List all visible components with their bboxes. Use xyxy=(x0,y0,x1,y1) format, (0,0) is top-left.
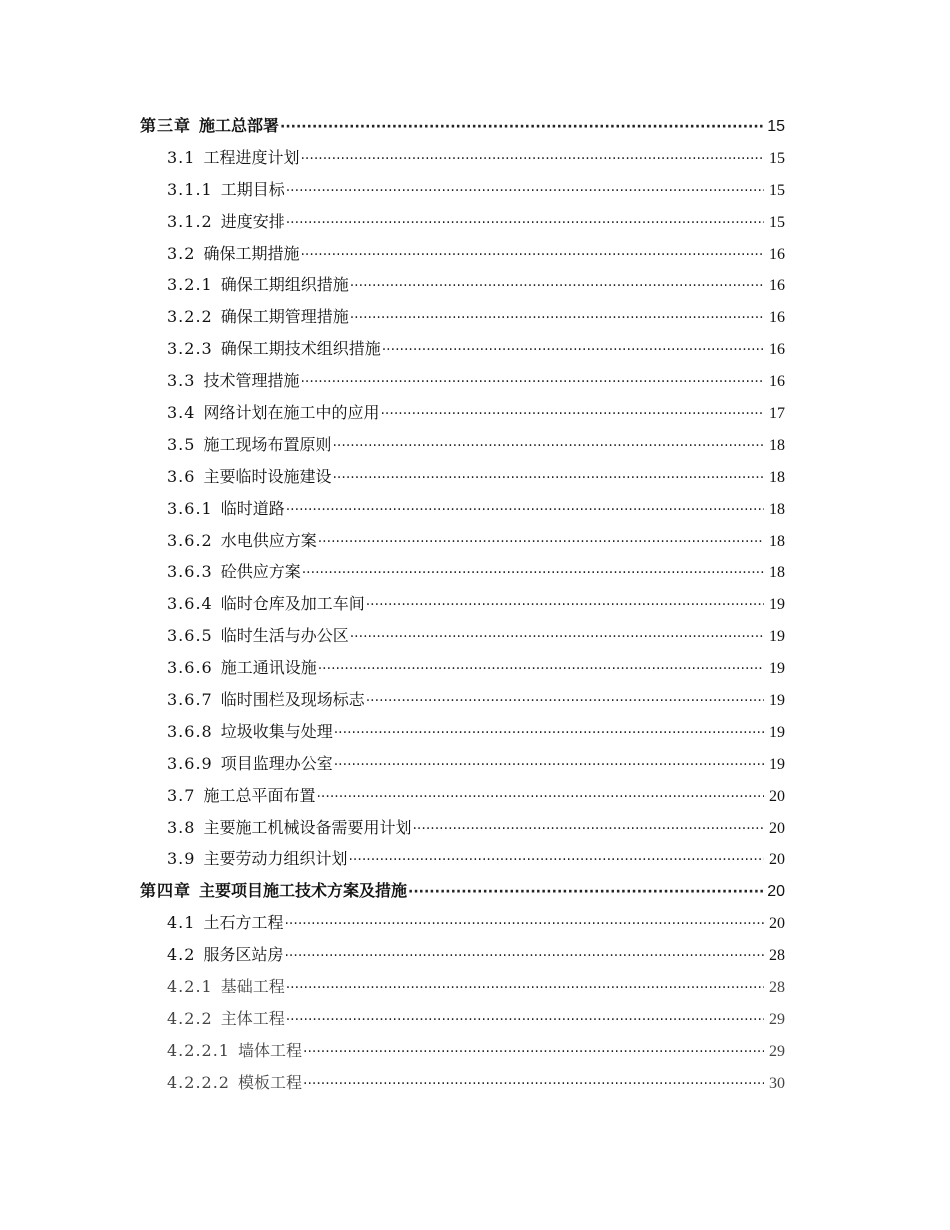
toc-entry-title: 主要劳动力组织计划 xyxy=(203,849,348,869)
toc-entry-number: 4.2 xyxy=(167,945,196,965)
toc-entry-number: 3.1.1 xyxy=(167,179,213,199)
toc-dot-leader xyxy=(286,176,764,208)
toc-page-number: 16 xyxy=(769,309,785,327)
toc-entry-title: 工期目标 xyxy=(220,179,285,199)
toc-page-number: 15 xyxy=(769,181,785,199)
toc-entry-title: 施工总平面布置 xyxy=(203,785,316,805)
toc-entry-title: 主体工程 xyxy=(220,1008,285,1028)
toc-entry-number: 4.1 xyxy=(167,913,196,933)
toc-entry[interactable] xyxy=(140,1003,785,1035)
toc-page-number: 20 xyxy=(769,915,785,933)
toc-entry-title: 进度安排 xyxy=(220,211,285,231)
table-of-contents xyxy=(140,110,785,1099)
toc-page-number: 18 xyxy=(769,500,785,518)
toc-page-number: 19 xyxy=(769,628,785,646)
toc-entry-number: 3.6.9 xyxy=(167,753,213,773)
toc-entry[interactable] xyxy=(140,907,785,939)
toc-dot-leader xyxy=(318,527,764,559)
toc-page-number: 16 xyxy=(769,341,785,359)
toc-entry[interactable] xyxy=(140,812,785,844)
toc-entry-title: 临时生活与办公区 xyxy=(220,626,349,646)
toc-entry[interactable] xyxy=(140,493,785,525)
toc-page-number: 19 xyxy=(769,660,785,678)
toc-entry[interactable] xyxy=(140,461,785,493)
toc-dot-leader xyxy=(286,973,764,1005)
toc-entry[interactable] xyxy=(140,365,785,397)
toc-page-number: 16 xyxy=(769,277,785,295)
toc-entry[interactable] xyxy=(140,301,785,333)
toc-page-number: 20 xyxy=(769,819,785,837)
toc-dot-leader xyxy=(300,144,764,176)
toc-entry-title: 模板工程 xyxy=(237,1072,302,1092)
toc-dot-leader xyxy=(350,622,764,654)
toc-entry-number: 4.2.1 xyxy=(167,977,213,997)
toc-page-number: 18 xyxy=(769,468,785,486)
toc-entry-title: 施工现场布置原则 xyxy=(203,434,332,454)
toc-entry-title: 临时道路 xyxy=(220,498,285,518)
toc-entry-title: 临时仓库及加工车间 xyxy=(220,594,365,614)
toc-page-number: 15 xyxy=(767,118,785,135)
toc-dot-leader xyxy=(300,240,764,272)
toc-dot-leader xyxy=(334,718,764,750)
toc-entry-number: 4.2.2.2 xyxy=(167,1072,230,1092)
toc-entry-number: 3.2.1 xyxy=(167,275,213,295)
toc-entry-number: 3.6.8 xyxy=(167,721,213,741)
toc-page-number: 16 xyxy=(769,373,785,391)
toc-dot-leader xyxy=(332,431,764,463)
toc-entry-number: 3.6.4 xyxy=(167,594,213,614)
toc-entry-number: 第四章 xyxy=(140,881,192,901)
toc-page-number: 29 xyxy=(769,1042,785,1060)
toc-page-number: 19 xyxy=(769,692,785,710)
toc-entry-number: 3.2.2 xyxy=(167,307,213,327)
toc-entry-title: 技术管理措施 xyxy=(203,371,300,391)
toc-page-number: 19 xyxy=(769,723,785,741)
toc-entry-title: 确保工期措施 xyxy=(203,243,300,263)
toc-page-number: 30 xyxy=(769,1074,785,1092)
toc-entry-number: 3.4 xyxy=(167,403,196,423)
toc-entry-number: 3.3 xyxy=(167,371,196,391)
toc-dot-leader xyxy=(350,271,764,303)
toc-entry[interactable] xyxy=(140,525,785,557)
toc-entry[interactable] xyxy=(140,174,785,206)
toc-entry[interactable] xyxy=(140,684,785,716)
toc-dot-leader xyxy=(382,335,764,367)
toc-entry-number: 3.6.3 xyxy=(167,562,213,582)
toc-entry[interactable] xyxy=(140,780,785,812)
toc-dot-leader xyxy=(302,558,764,590)
toc-entry-number: 3.6.5 xyxy=(167,626,213,646)
toc-dot-leader xyxy=(334,750,764,782)
toc-dot-leader xyxy=(318,654,764,686)
toc-page-number: 15 xyxy=(769,213,785,231)
toc-entry-title: 水电供应方案 xyxy=(220,530,317,550)
toc-entry-title: 网络计划在施工中的应用 xyxy=(203,403,380,423)
toc-page-number: 18 xyxy=(769,436,785,454)
toc-entry[interactable] xyxy=(140,269,785,301)
toc-entry-title: 墙体工程 xyxy=(237,1040,302,1060)
toc-entry[interactable] xyxy=(140,1067,785,1099)
toc-dot-leader xyxy=(350,303,764,335)
toc-entry-number: 3.5 xyxy=(167,434,196,454)
toc-dot-leader xyxy=(380,399,764,431)
toc-entry[interactable] xyxy=(140,333,785,365)
toc-entry[interactable] xyxy=(140,748,785,780)
toc-entry[interactable] xyxy=(140,238,785,270)
toc-page-number: 16 xyxy=(769,245,785,263)
toc-page-number: 28 xyxy=(769,947,785,965)
toc-dot-leader xyxy=(286,208,764,240)
toc-page-number: 15 xyxy=(769,149,785,167)
toc-entry-number: 3.8 xyxy=(167,817,196,837)
toc-entry[interactable] xyxy=(140,939,785,971)
toc-dot-leader xyxy=(408,877,764,909)
toc-entry-number: 3.2.3 xyxy=(167,339,213,359)
toc-entry-title: 垃圾收集与处理 xyxy=(220,721,333,741)
toc-dot-leader xyxy=(280,112,764,144)
toc-page-number: 17 xyxy=(769,405,785,423)
toc-dot-leader xyxy=(348,845,764,877)
toc-dot-leader xyxy=(366,686,764,718)
toc-entry-number: 3.7 xyxy=(167,785,196,805)
toc-entry-title: 主要临时设施建设 xyxy=(203,466,332,486)
toc-dot-leader xyxy=(332,463,764,495)
toc-entry[interactable] xyxy=(140,429,785,461)
toc-page-number: 20 xyxy=(769,851,785,869)
toc-entry-title: 确保工期管理措施 xyxy=(220,307,349,327)
toc-entry-number: 4.2.2.1 xyxy=(167,1040,230,1060)
toc-entry[interactable] xyxy=(140,206,785,238)
toc-entry[interactable] xyxy=(140,1035,785,1067)
toc-entry[interactable] xyxy=(140,971,785,1003)
toc-page-number: 19 xyxy=(769,755,785,773)
toc-entry-number: 3.6.7 xyxy=(167,690,213,710)
toc-dot-leader xyxy=(303,1069,764,1101)
toc-entry[interactable] xyxy=(140,588,785,620)
toc-dot-leader xyxy=(366,590,764,622)
toc-entry[interactable] xyxy=(140,620,785,652)
toc-dot-leader xyxy=(303,1037,764,1069)
toc-entry-number: 3.6.2 xyxy=(167,530,213,550)
toc-page-number: 28 xyxy=(769,979,785,997)
toc-entry-title: 工程进度计划 xyxy=(203,147,300,167)
toc-entry-title: 主要施工机械设备需要用计划 xyxy=(203,817,412,837)
toc-entry-title: 砼供应方案 xyxy=(220,562,301,582)
toc-dot-leader xyxy=(284,909,764,941)
toc-page-number: 18 xyxy=(769,564,785,582)
toc-entry-title: 主要项目施工技术方案及措施 xyxy=(199,881,408,901)
toc-entry-number: 3.6.6 xyxy=(167,658,213,678)
toc-dot-leader xyxy=(300,367,764,399)
toc-dot-leader xyxy=(286,495,764,527)
toc-entry-number: 3.2 xyxy=(167,243,196,263)
toc-chapter-entry[interactable] xyxy=(140,110,785,142)
toc-entry-number: 3.1.2 xyxy=(167,211,213,231)
toc-entry-title: 临时围栏及现场标志 xyxy=(220,690,365,710)
toc-page-number: 20 xyxy=(769,787,785,805)
toc-chapter-entry[interactable] xyxy=(140,875,785,907)
toc-entry[interactable] xyxy=(140,843,785,875)
toc-entry-title: 土石方工程 xyxy=(203,913,284,933)
toc-entry[interactable] xyxy=(140,716,785,748)
toc-page-number: 19 xyxy=(769,596,785,614)
toc-entry-title: 确保工期技术组织措施 xyxy=(220,339,381,359)
toc-entry-title: 施工通讯设施 xyxy=(220,658,317,678)
toc-dot-leader xyxy=(316,782,764,814)
toc-entry[interactable] xyxy=(140,556,785,588)
toc-entry-title: 施工总部署 xyxy=(199,116,280,135)
toc-entry[interactable] xyxy=(140,142,785,174)
toc-entry[interactable] xyxy=(140,397,785,429)
toc-entry-number: 3.6 xyxy=(167,466,196,486)
toc-dot-leader xyxy=(284,941,764,973)
toc-page-number: 29 xyxy=(769,1010,785,1028)
toc-entry-number: 3.1 xyxy=(167,147,196,167)
toc-page-number: 18 xyxy=(769,532,785,550)
toc-entry-title: 基础工程 xyxy=(220,977,285,997)
toc-dot-leader xyxy=(286,1005,764,1037)
toc-entry-number: 4.2.2 xyxy=(167,1008,213,1028)
toc-entry[interactable] xyxy=(140,652,785,684)
toc-entry-title: 服务区站房 xyxy=(203,945,284,965)
toc-entry-title: 确保工期组织措施 xyxy=(220,275,349,295)
toc-entry-title: 项目监理办公室 xyxy=(220,753,333,773)
toc-dot-leader xyxy=(412,814,764,846)
toc-entry-number: 3.6.1 xyxy=(167,498,213,518)
toc-entry-number: 第三章 xyxy=(140,116,192,135)
toc-entry-number: 3.9 xyxy=(167,849,196,869)
toc-page-number: 20 xyxy=(767,883,785,901)
